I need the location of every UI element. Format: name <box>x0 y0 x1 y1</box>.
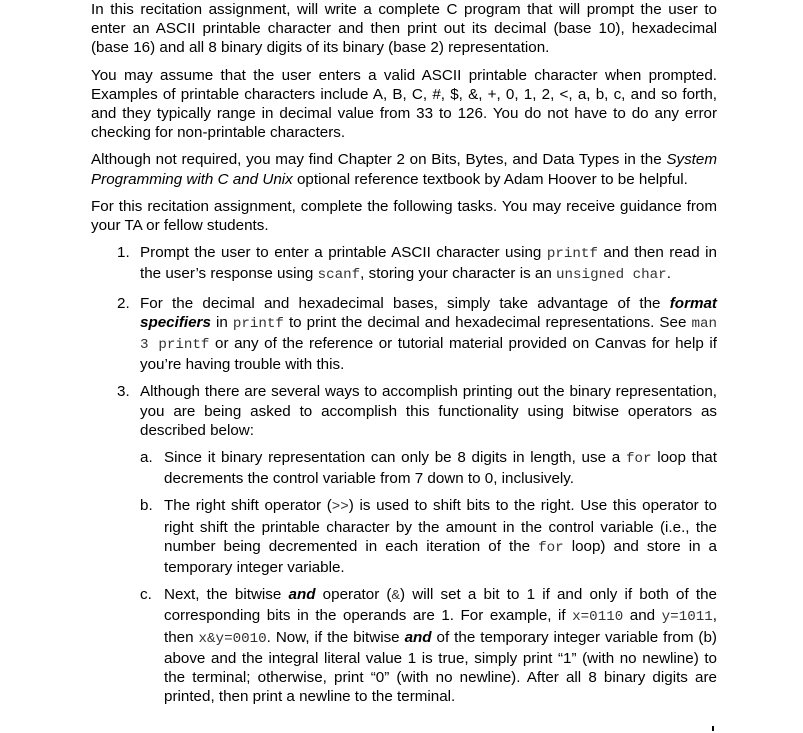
subtask-letter: a. <box>140 449 153 467</box>
code-x-value: x=0110 <box>572 609 624 626</box>
format-specifiers-emphasis: format specifiers <box>140 294 717 331</box>
code-printf: printf <box>546 246 598 263</box>
code-right-shift: >> <box>331 499 349 516</box>
and-emphasis: and <box>288 586 316 604</box>
task-list <box>91 243 717 706</box>
textbook-title: System Programming with C and Unix <box>91 151 717 188</box>
task-text: to print the decimal and hexadecimal representations. See <box>283 313 692 331</box>
paragraph-instructions: For this recitation assignment, complete the following tasks. You may receive guidance from your TA or fellow students. <box>91 197 717 235</box>
task-text: and then read in the user’s response using <box>140 244 717 283</box>
code-man-printf: man 3 printf <box>140 315 718 354</box>
reference-text-b: optional reference textbook by Adam Hoover to be helpful. <box>292 170 688 188</box>
and-emphasis: and <box>404 628 432 646</box>
subtask-text: of the temporary integer variable from (b) above and the integral literal value 1 is true, simply print “1” (with no newline) to the terminal; otherwise, print “0” (with no newline). After all 8 binary digits are printed, then print a newline to the terminal. <box>164 628 717 706</box>
reference-text-a: Although not required, you may find Chapter 2 on Bits, Bytes, and Data Types in the <box>91 151 667 169</box>
subtask-item <box>140 448 717 488</box>
subtask-text: Next, the bitwise <box>164 586 289 604</box>
paragraph-reference <box>91 150 717 188</box>
task-number: 1. <box>117 244 130 262</box>
code-y-value: y=1011 <box>661 609 713 626</box>
subtask-text: ) will set a bit to 1 if and only if both of the corresponding bits in the operands are 1. For example, if <box>164 586 717 625</box>
code-scanf: scanf <box>317 267 361 284</box>
task-text: Prompt the user to enter a printable ASCII character using <box>140 244 547 262</box>
task-number: 3. <box>117 383 130 401</box>
subtask-letter: b. <box>140 497 153 515</box>
task-number: 2. <box>117 294 130 312</box>
subtask-text: loop) and store in a temporary integer variable. <box>164 537 717 577</box>
subtask-list <box>140 448 717 706</box>
code-ampersand: & <box>391 588 400 605</box>
paragraph-intro: In this recitation assignment, will write a complete C program that will prompt the user to enter an ASCII printable character and then print out its decimal (base 10), hexadecimal (base 16) and all 8 binary digits of its binary (base 2) representation. <box>91 1 717 57</box>
task-text: . <box>666 265 671 283</box>
page-edge-mark <box>712 726 714 731</box>
subtask-text: , then <box>164 607 717 646</box>
task-item <box>91 382 717 706</box>
task-item <box>91 294 717 375</box>
code-for: for <box>538 539 564 556</box>
document-body <box>91 0 717 715</box>
subtask-text: Since it binary representation can only be 8 digits in length, use a <box>164 449 626 467</box>
task-text: or any of the reference or tutorial material provided on Canvas for help if you’re having trouble with this. <box>140 335 717 374</box>
task-text: , storing your character is an <box>360 265 557 283</box>
code-for: for <box>625 451 652 468</box>
code-unsigned-char: unsigned char <box>556 267 667 284</box>
code-x-and-y: x&y=0010 <box>198 630 267 647</box>
subtask-text: and <box>623 607 662 625</box>
subtask-item <box>140 585 717 706</box>
subtask-text: ) is used to shift bits to the right. Use this operator to right shift the printable character by the amount in the control variable (i.e., the number being decremented in each iteration of the <box>164 497 718 555</box>
task-text: Although there are several ways to accomplish printing out the binary representation, you are being asked to accomplish this functionality using bitwise operators as described below: <box>140 383 717 439</box>
subtask-item <box>140 496 717 577</box>
paragraph-assumptions: You may assume that the user enters a valid ASCII printable character when prompted. Examples of printable characters include A, B, C, #, $, &, +, 0, 1, 2, <, a, b, c, and so forth, and they typically range in decimal value from 33 to 126. You do not have to do any error checking for non-printable characters. <box>91 66 717 142</box>
subtask-text: loop that decrements the control variable from 7 down to 0, inclusively. <box>164 449 717 488</box>
task-text: in <box>210 313 233 331</box>
subtask-text: . Now, if the bitwise <box>266 628 405 646</box>
subtask-text: The right shift operator ( <box>164 497 332 515</box>
task-item <box>91 243 717 285</box>
task-text: For the decimal and hexadecimal bases, simply take advantage of the <box>140 294 670 312</box>
subtask-text: operator ( <box>315 586 392 604</box>
subtask-letter: c. <box>140 586 152 604</box>
code-printf: printf <box>232 315 284 332</box>
